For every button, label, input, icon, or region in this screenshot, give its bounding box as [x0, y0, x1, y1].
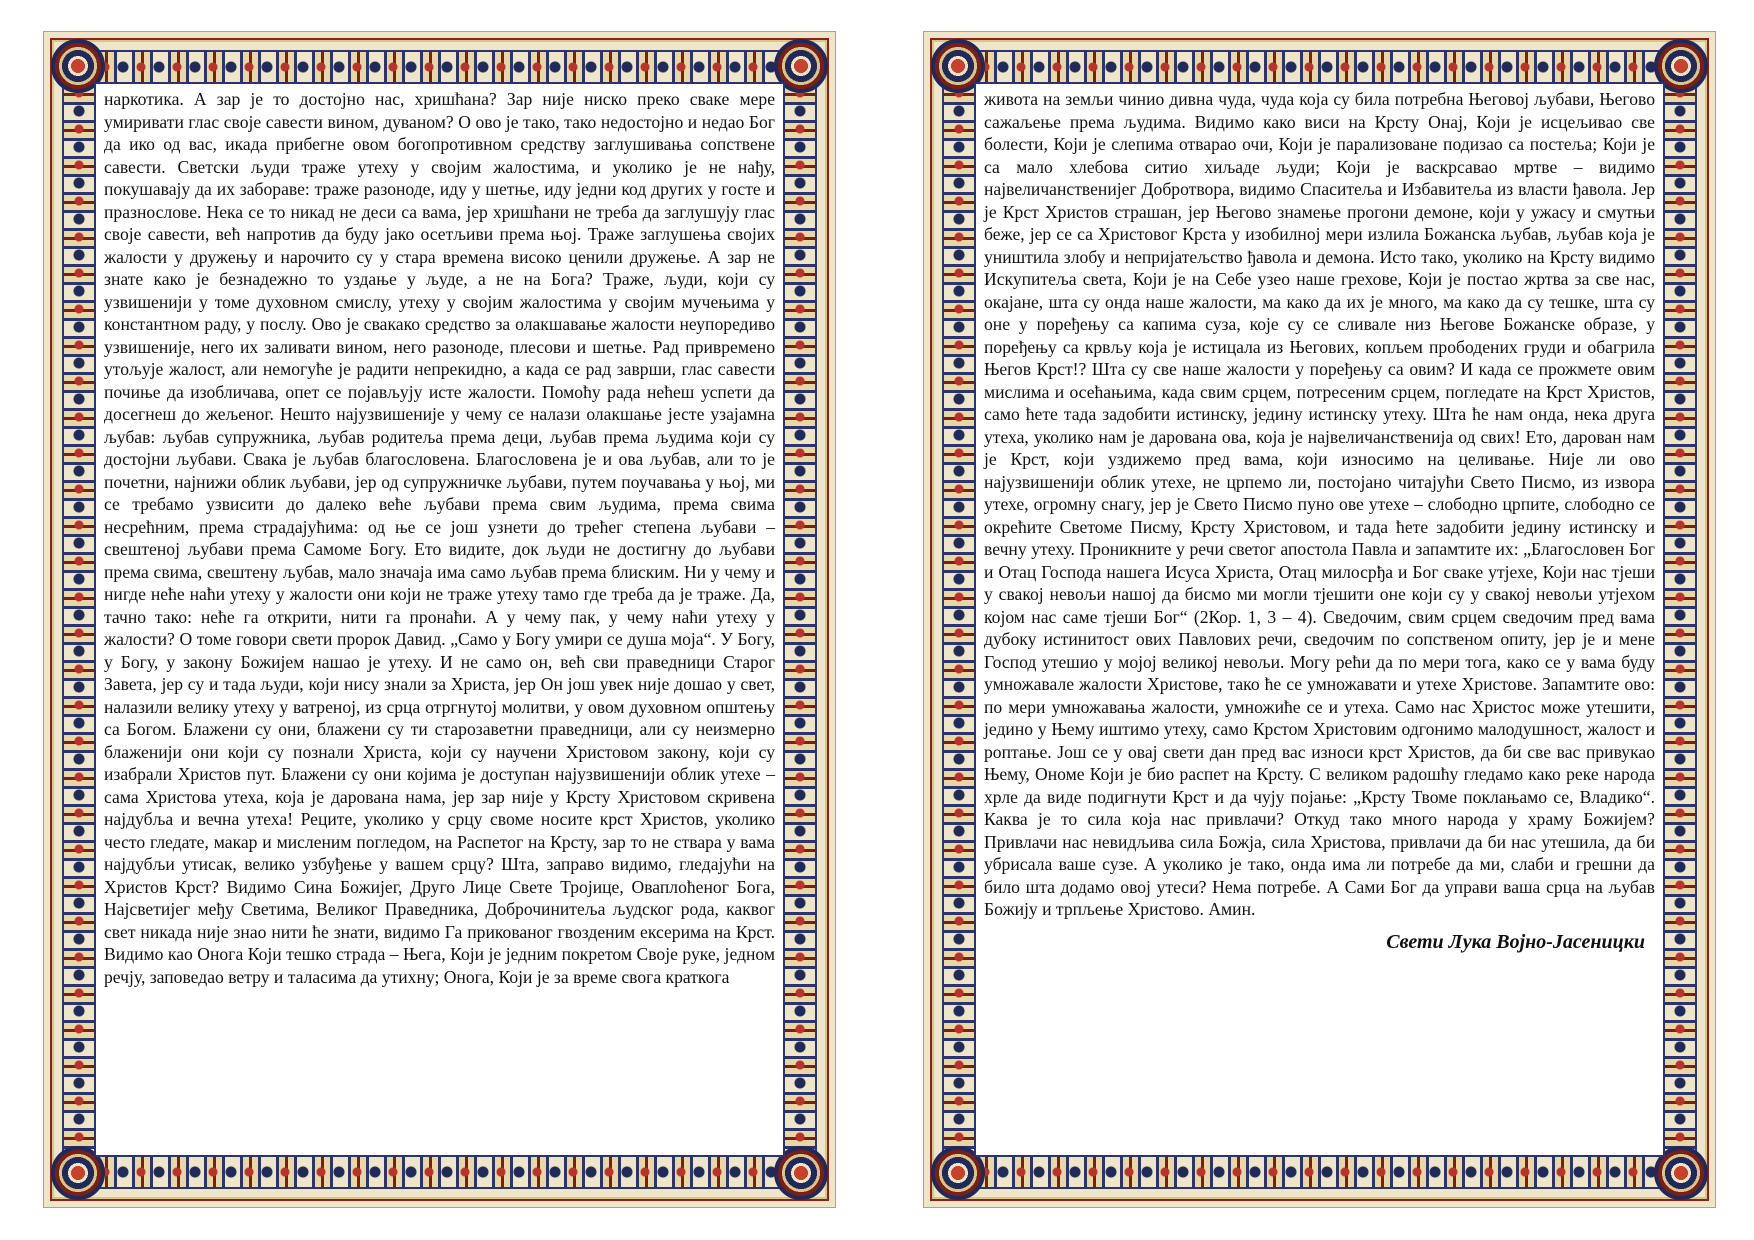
right-page	[923, 31, 1716, 1208]
left-page	[43, 31, 836, 1208]
text-panel	[94, 82, 785, 1157]
right-page-text: живота на земљи чинио дивна чуда, чуда која су била потребна Његовој љубави, Његово сажаљење према људима. Видимо како виси на Крсту Онај, Који је исцељивао све болести, Који је слепима отварао очи, Који је парализоване подизао са постеља; Који је са мало хлебова ситио хиљаде људи; Који је васкрсавао мртве – видимо највеличанственијег Добротвора, видимо Спаситеља и Избавитеља из власти ђавола. Јер је Крст Христов страшан, јер Његово знамење прогони демоне, који у ужасу и смутњи беже, јер се са Христовог Крста у изобилној мери излила Божанска љубав, љубав која је уништила злобу и непријатељство ђавола и демона. Исто тако, уколико на Крсту видимо Искупитеља света, Који је на Себе узео наше грехове, Који је постао жртва за све нас, окајане, шта су онда наше жалости, ма како да их је много, ма како да су тешке, шта су оне у поређењу са капима суза, које су се сливале низ Његове Божанске образе, у поређењу са крвљу која је истицала из Његових, копљем прободених груди и обагрила Његов Крст!? Шта су све наше жалости у поређењу са овим? И када се прожмете овим мислима и осећањима, када свим срцем, потресеним срцем, погледате на Крст Христов, само ћете тада задобити истинску, једину истинску утеху. Шта ће нам онда, нека друга утеха, уколико нам је дарована ова, која је највеличанственија од свих! Ето, дарован нам је Крст, који уздижемо пред вама, који износимо на целивање. Није ли ово најузвишенији облик утехе, не црпемо ли, постојано читајући Свето Писмо, из извора утехе, огромну снагу, јер је Свето Писмо пуно ове утехе – слободно црпите, слободно се окрећите Светоме Писму, Крсту Христовом, и тада ћете задобити једину истинску и вечну утеху. Проникните у речи светог апостола Павла и запамтите их: „Благословен Бог и Отац Господа нашега Исуса Христа, Отац милосрђа и Бог сваке утјехе, Који нас тјеши у свакој невољи нашој да бисмо ми могли тјешити оне који су у свакој невољи утјехом којом нас саме тјеши Бог“ (2Кор. 1, 3 – 4). Сведочим, свим срцем сведочим пред вама дубоку истинитост ових Павлових речи, сведочим по сопственом опиту, јер је и мене Господ утешио у мојој великој невољи. Могу рећи да по мери тога, како се у вама буду умножавале жалости Христове, тако ће се умножавати и утехе Христове. Запамтите ово: по мери умножавања жалости, умножиће се и утеха. Само нас Христос може утешити, једино у Њему иштимо утеху, само Крстом Христовим одгонимо малодушност, жалост и роптање. Још се у овај свети дан пред вас износи крст Христов, да би све вас привукао Њему, Ономе Који је био распет на Крсту. С великом радошћу гледамо како реке народа хрле да виде подигнути Крст и да чују појање: „Крсту Твоме поклањамо се, Владико“. Каква је то сила која нас привлачи? Откуд тако много народа у храму Божијем? Привлачи нас невидљива сила Божја, сила Христова, привлачи да би нас утешила, да би убрисала ваше сузе. А уколико је тако, онда има ли потребе да ми, слаби и грешни да било шта додамо овој утеси? Нема потребе. А Сами Бог да управи ваша срца на љубав Божију и трпљење Христово. Амин.	[984, 89, 1655, 919]
ornament-strip-bottom	[976, 1155, 1663, 1189]
ornament-strip-right	[1663, 84, 1697, 1155]
left-page-text: наркотика. А зар је то достојно нас, хришћана? Зар није ниско преко сваке мере умиривати глас своје савести вином, дуваном? О ово је тако, тако недостојно и недао Бог да ико од вас, икада прибегне овом богопротивном средству заглушивања сопствене савести. Светски људи траже утеху у својим жалостима, и уколико је не нађу, покушавају да их забораве: траже разоноде, иду у шетње, иду једни код других у госте и празнослове. Нека се то никад не деси са вама, јер хришћани не треба да заглушују глас своје савести, већ напротив да буду јако осетљиви према њој. Траже заглушења својих жалости у дружењу и нарочито су у стара времена високо ценили дружење. А зар не знате како је безнадежно то уздање у људе, а не на Бога? Траже, људи, који су узвишенији у томе духовном смислу, утеху у својим жалостима у својим мучењима у константном раду, у послу. Ово је свакако средство за олакшавање жалости неупоредиво узвишеније, него их заливати вином, него разоноде, плесови и шетње. Рад привремено утољује жалост, али немогуће је радити непрекидно, а када се рад заврши, глас савести почиње да изобличава, опет се појављују исте жалости. Помоћу рада нећеш успети да досегнеш до жељеног. Нешто најузвишеније у чему се налази олакшање јесте узајамна љубав: љубав супружника, љубав родитеља према деци, љубав према људима који су достојни љубави. Свака је љубав благословена. Благословена је и ова љубав, али то је почетни, најнижи облик љубави, јер од супружничке љубави, путем поучавања у њој, ми се требамо узвисити до далеко веће љубави према свим људима, према свима несрећним, према страдајућима: од ње се још узнети до трећег степена љубави – свештеној љубави према Самоме Богу. Ето видите, док људи не достигну до љубави према свима, свештену љубав, мало значаја има само љубав према блиским. Ни у чему и нигде неће наћи утеху у жалости они који не траже утеху тамо где треба да је траже. Да, тачно тако: неће га открити, нити га пронаћи. А у чему пак, у чему наћи утеху у жалости? О томе говори свети пророк Давид. „Само у Богу умири се душа моја“. У Богу, у Богу, у закону Божијем нашао је утеху. И не само он, већ сви праведници Старог Завета, јер су и тада људи, који нису знали за Христа, јер Он још увек није дошао у свет, налазили велику утеху у ватреној, из срца отргнутој молитви, у овом духовном општењу са Богом. Блажени су они, блажени су ти старозаветни праведници, али су неизмерно блаженији они који су познали Христа, који су научени Христовом закону, који су изабрали Христов пут. Блажени су они којима је доступан најузвишенији облик утехе – сама Христова утеха, која је дарована нама, јер зар није у Крсту Христовом скривена најдубља и вечна утеха! Реците, уколико у срцу своме носите крст Христов, уколико често гледате, макар и мисленим погледом, на Распетог на Крсту, зар то не ствара у вама најдубљи утисак, велико узбуђење у вашем срцу? Шта, заправо видимо, гледајући на Христов Крст? Видимо Сина Божијег, Друго Лице Свете Тројице, Оваплоћеног Бога, Најсветијег међу Светима, Великог Праведника, Доброчинитеља људског рода, каквог свет никада није знао нити ће знати, видимо Га прикованог гвозденим ексерима на Крст. Видимо као Онога Који тешко страда – Њега, Који је једним покретом Своје руке, једном речју, заповедао ветру и таласима да утихну; Онога, Који је за време свога краткога	[104, 89, 775, 987]
text-panel	[974, 82, 1665, 1157]
author-signature: Свети Лука Војно-Јасеницки	[1386, 930, 1645, 953]
ornament-strip-top	[976, 50, 1663, 84]
ornament-strip-left	[942, 84, 976, 1155]
ornament-strip-left	[62, 84, 96, 1155]
ornament-strip-bottom	[96, 1155, 783, 1189]
ornament-strip-top	[96, 50, 783, 84]
ornament-strip-right	[783, 84, 817, 1155]
